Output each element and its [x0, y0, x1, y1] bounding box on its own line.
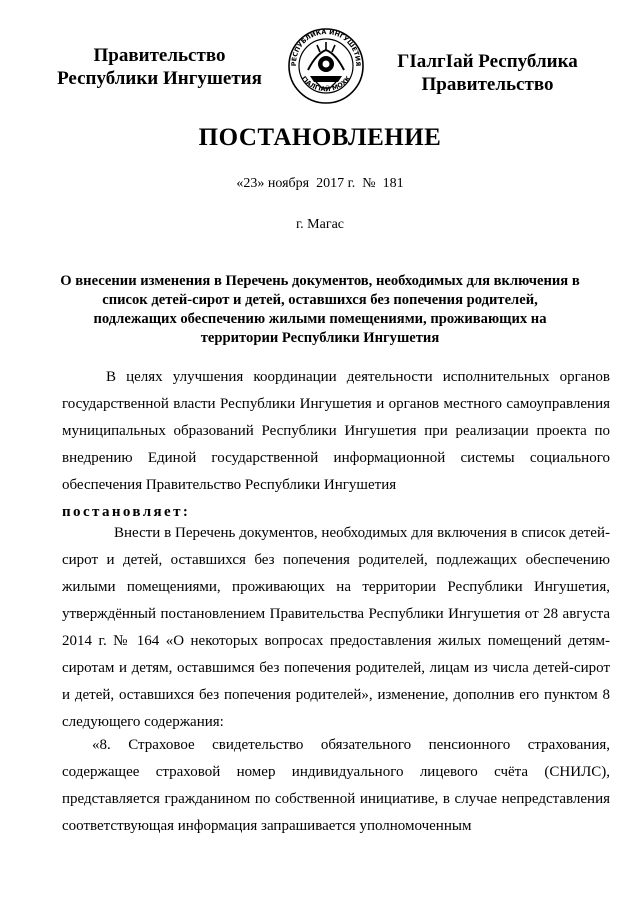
date-line-text: «23» ноября 2017 г. № 181: [236, 176, 404, 191]
document-subject: О внесении изменения в Перечень документов, необходимых для включения в список детей-сирот и детей, оставшихся без попечения родителей, подлежащих обеспечению жилыми помещениями, проживающих на территории Республики Ингушетия: [60, 273, 580, 346]
government-name-ingush: [380, 50, 595, 96]
document-city: г. Магас: [296, 217, 344, 232]
header-right-line1: ГIалгIай Республика: [397, 51, 578, 72]
seal-emblem-icon: [308, 42, 344, 88]
coat-of-arms-seal: [286, 20, 366, 108]
header-left-line1: Правительство: [93, 45, 226, 66]
seal-top-text: РЕСПУБЛИКА ИНГУШЕТИЯ: [289, 27, 363, 67]
government-name-russian: [52, 44, 267, 90]
clause-8-paragraph: «8. Страховое свидетельство обязательного пенсионного страхования, содержащее страховой номер индивидуального лицевого счёта (СНИЛС), представляется гражданином по собственной инициативе, в случае непредставления соответствующая информация запрашивается уполномоченным: [62, 737, 610, 834]
document-date-number: [0, 176, 640, 192]
preamble-text: В целях улучшения координации деятельности исполнительных органов государственной власти Республики Ингушетия и органов местного самоуправления муниципальных образований Республики Ингушетия при реализации проекта по внедрению Единой государственной информационной системы социального обеспечения Правительство Республики Ингушетия: [62, 369, 610, 493]
header-right-line2: Правительство: [421, 74, 554, 95]
seal-bottom-text: ГIАЛГIАЙ МОХК: [299, 74, 353, 94]
preamble-paragraph: [62, 364, 610, 526]
resolves-keyword: постановляет:: [62, 504, 191, 520]
document-title: ПОСТАНОВЛЕНИЕ: [198, 124, 442, 151]
header-left-line2: Республики Ингушетия: [57, 68, 262, 89]
amendment-paragraph: Внести в Перечень документов, необходимых для включения в список детей-сирот и детей, оставшихся без попечения родителей, подлежащих обеспечению жилыми помещениями, проживающих на территории Республики Ингушетия, утверждённый постановлением Правительства Республики Ингушетия от 28 августа 2014 г. № 164 «О некоторых вопросах предоставления жилых помещений детям-сиротам и детям, оставшимся без попечения родителей, лицам из числа детей-сирот и детей, оставшихся без попечения родителей», изменение, дополнив его пунктом 8 следующего содержания:: [62, 525, 610, 730]
